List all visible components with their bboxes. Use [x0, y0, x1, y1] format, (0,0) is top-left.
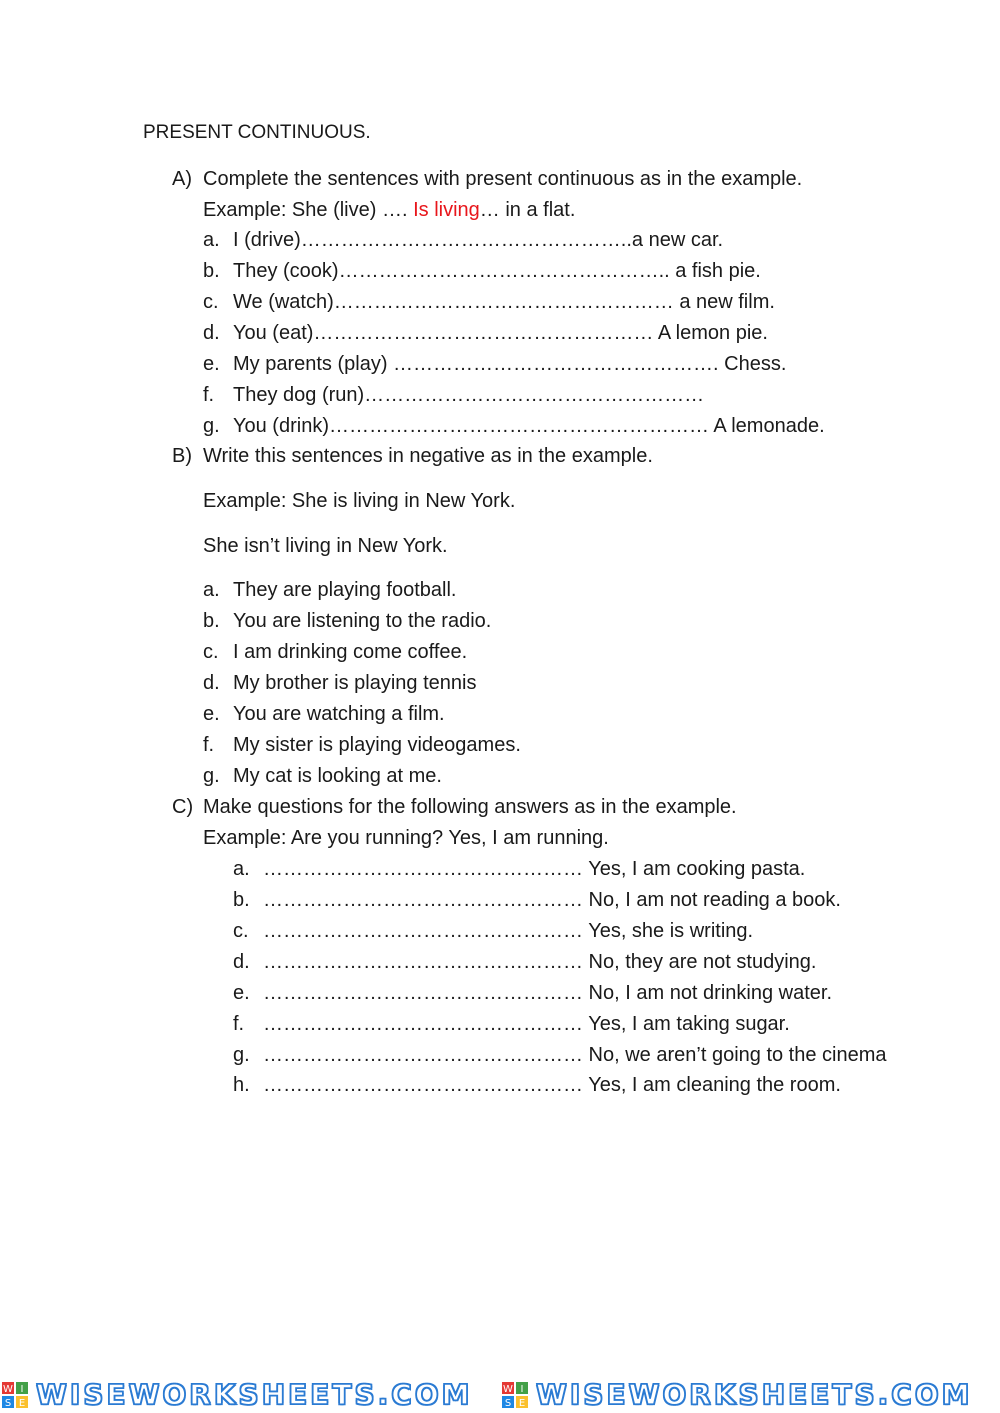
c-item-label: b. — [233, 889, 250, 911]
a-item-text: They (cook)………………………………………….. a fish pie. — [233, 260, 761, 282]
logo-tile-letter: S — [504, 1398, 512, 1408]
section-a-letter: A) — [172, 168, 192, 190]
a-item-label: c. — [203, 291, 219, 313]
page-title: PRESENT CONTINUOUS. — [143, 122, 371, 143]
a-item-label: e. — [203, 353, 220, 375]
logo-tile-letter: E — [518, 1398, 526, 1408]
c-item-text: ………………………………………… Yes, I am cleaning the room. — [263, 1074, 841, 1096]
a-item-text: They dog (run)…………………………………………… — [233, 384, 705, 406]
c-item-label: c. — [233, 920, 249, 942]
section-b-instruction: Write this sentences in negative as in the example. — [203, 445, 653, 467]
a-item-text: I (drive)…………………………………………..a new car. — [233, 229, 724, 251]
section-b-example: Example: She is living in New York. — [203, 490, 516, 512]
logo-tile-letter: W — [503, 1384, 513, 1395]
c-item-label: g. — [233, 1044, 250, 1066]
b-item-text: My cat is looking at me. — [233, 765, 442, 787]
b-item-label: a. — [203, 579, 220, 601]
a-item-label: b. — [203, 260, 220, 282]
section-a-instruction: Complete the sentences with present continuous as in the example. — [203, 168, 803, 190]
c-item-text: ………………………………………… No, I am not drinking water. — [263, 982, 833, 1004]
c-item-text: ………………………………………… No, I am not reading a book. — [263, 889, 841, 911]
b-item-label: c. — [203, 641, 219, 663]
section-b-example-answer: She isn’t living in New York. — [203, 535, 448, 557]
logo-tile-letter: I — [20, 1384, 24, 1395]
watermark-footer — [0, 1376, 1000, 1413]
wiseworksheets-logo-icon — [502, 1382, 528, 1408]
example-suffix: … in a flat. — [479, 199, 576, 221]
b-item-label: d. — [203, 672, 220, 694]
a-item-label: f. — [203, 384, 215, 406]
logo-tile-letter: S — [4, 1398, 12, 1408]
c-item-text: ………………………………………… Yes, I am cooking pasta. — [263, 858, 806, 880]
a-item-text: You (eat)…………………………………………… A lemon pie. — [233, 322, 768, 344]
a-item-text: You (drink)………………………………………………… A lemonade. — [233, 415, 825, 437]
b-item-label: f. — [203, 734, 215, 756]
a-item-text: My parents (play) …………………………………………. Chess. — [233, 353, 787, 375]
b-item-text: I am drinking come coffee. — [233, 641, 468, 663]
b-item-text: My brother is playing tennis — [233, 672, 477, 694]
a-item-label: d. — [203, 322, 220, 344]
a-item-text: We (watch)…………………………………………… a new film. — [233, 291, 775, 313]
c-item-text: ………………………………………… No, they are not studying. — [263, 951, 817, 973]
example-answer: Is living — [413, 199, 480, 221]
c-item-text: ………………………………………… Yes, she is writing. — [263, 920, 754, 942]
example-prefix: Example: She (live) …. — [203, 199, 414, 221]
c-item-label: f. — [233, 1013, 245, 1035]
c-item-label: a. — [233, 858, 250, 880]
c-item-label: e. — [233, 982, 250, 1004]
b-item-text: My sister is playing videogames. — [233, 734, 521, 756]
a-item-label: a. — [203, 229, 220, 251]
c-item-label: d. — [233, 951, 250, 973]
section-a-example — [203, 198, 575, 222]
section-c-instruction: Make questions for the following answers as in the example. — [203, 796, 737, 818]
b-item-text: You are watching a film. — [233, 703, 445, 725]
a-item-label: g. — [203, 415, 220, 437]
c-item-text: ………………………………………… No, we aren’t going to the cinema — [263, 1044, 887, 1066]
b-item-label: b. — [203, 610, 220, 632]
watermark-text: WISEWORKSHEETS.COM — [536, 1378, 973, 1411]
watermark-text: WISEWORKSHEETS.COM — [36, 1378, 473, 1411]
section-c-example: Example: Are you running? Yes, I am running. — [203, 827, 609, 849]
b-item-text: You are listening to the radio. — [233, 610, 492, 632]
wiseworksheets-logo-icon — [2, 1382, 28, 1408]
logo-tile-letter: I — [520, 1384, 524, 1395]
b-item-label: e. — [203, 703, 220, 725]
logo-tile-letter: W — [3, 1384, 13, 1395]
logo-tile-letter: E — [18, 1398, 26, 1408]
c-item-label: h. — [233, 1074, 250, 1096]
section-b-letter: B) — [172, 445, 192, 467]
c-item-text: ………………………………………… Yes, I am taking sugar. — [263, 1013, 790, 1035]
section-c-letter: C) — [172, 796, 194, 818]
b-item-label: g. — [203, 765, 220, 787]
b-item-text: They are playing football. — [233, 579, 457, 601]
